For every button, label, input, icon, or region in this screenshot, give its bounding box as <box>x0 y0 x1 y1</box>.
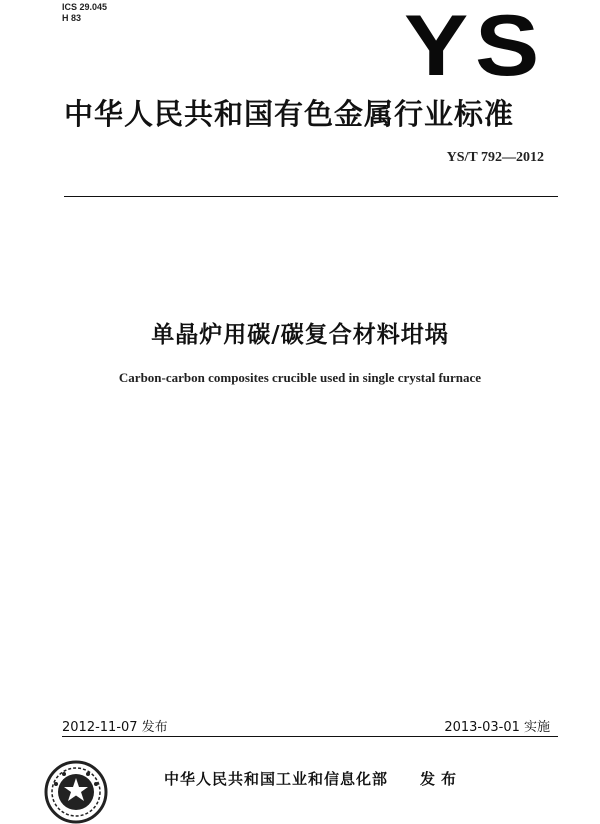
document-title-english: Carbon-carbon composites crucible used in single crystal furnace <box>118 370 482 385</box>
document-title-chinese: 单晶炉用碳/碳复合材料坩埚 <box>151 322 449 348</box>
ics-code: ICS 29.045 <box>62 2 108 12</box>
classification-codes <box>62 2 107 24</box>
standard-category-title: 中华人民共和国有色金属行业标准 <box>64 97 515 131</box>
footer-divider <box>62 736 558 737</box>
standard-number: YS/T 792—2012 <box>446 150 544 165</box>
national-emblem-icon <box>44 760 108 824</box>
header-divider <box>64 196 558 197</box>
issue-date: 2012-11-07 发布 <box>62 720 168 735</box>
publish-label: 发布 <box>420 770 463 788</box>
ys-logo: YS <box>404 0 546 94</box>
publisher-name: 中华人民共和国工业和信息化部 <box>164 770 389 788</box>
ccs-code: H 83 <box>62 13 82 23</box>
implementation-date: 2013-03-01 实施 <box>444 720 550 735</box>
